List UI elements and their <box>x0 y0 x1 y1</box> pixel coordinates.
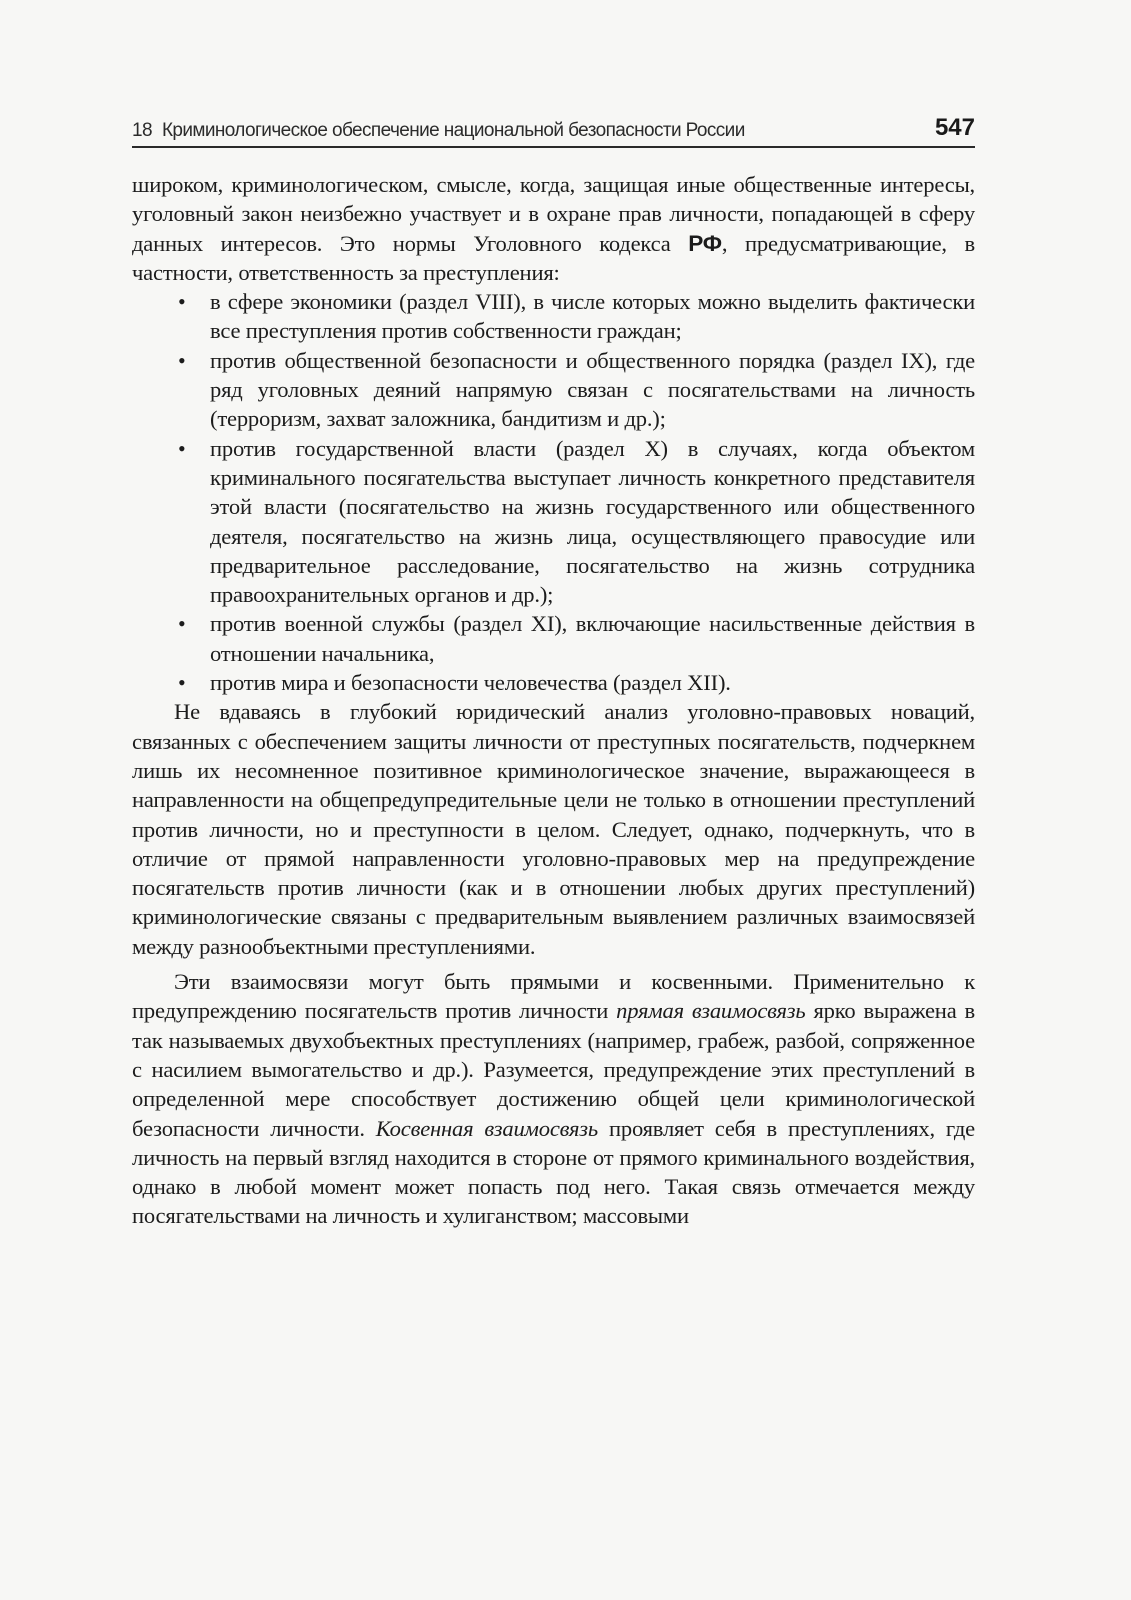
term-indirect-link: Косвенная взаимосвязь <box>375 1115 598 1141</box>
list-item: • в сфере экономики (раздел VIII), в числе которых можно выделить фактически все преступления против собственности граждан; <box>210 287 975 346</box>
paragraph-3-text-end: проявляет себя в преступлениях, где личность на первый взгляд находится в стороне от прямого криминального воздействия, однако в любой момент может попасть под него. Такая связь отмечается между посягательствами на личность и хулиганством; массовыми <box>132 1115 975 1229</box>
paragraph-1 <box>132 170 975 287</box>
running-header-title <box>132 120 745 142</box>
paragraph-3 <box>132 967 975 1231</box>
list-item: • против общественной безопасности и общественного порядка (раздел IX), где ряд уголовных деяний напрямую связан с посягательствами на личность (терроризм, захват заложника, бандитизм и др.); <box>210 346 975 434</box>
chapter-title: Криминологическое обеспечение национальной безопасности России <box>161 120 745 141</box>
paragraph-1-text-end: , предусматривающие, в частности, ответственность за преступления: <box>132 230 975 285</box>
rf-abbreviation: РФ <box>688 230 722 256</box>
paragraph-1-text: широком, криминологическом, смысле, когда, защищая иные общественные интересы, уголовный закон неизбежно участвует и в охране прав личности, попадающей в сферу данных интересов. Это нормы Уголовного кодекса <box>132 172 975 256</box>
bullet-list <box>132 287 975 697</box>
book-page <box>132 108 975 1231</box>
running-header <box>132 108 975 148</box>
paragraph-2: Не вдаваясь в глубокий юридический анализ уголовно-правовых новаций, связанных с обеспечением защиты личности от преступных посягательств, подчеркнем лишь их несомненное позитивное криминологическое значение, выражающееся в направленности на общепредупредительные цели не только в отношении преступлений против личности, но и преступности в целом. Следует, однако, подчеркнуть, что в отличие от прямой направленности уголовно-правовых мер на предупреждение посягательств против личности (как и в отношении любых других преступлений) криминологические связаны с предварительным выявлением различных взаимосвязей между разнообъектными преступлениями. <box>132 699 975 959</box>
chapter-number: 18 <box>132 120 152 141</box>
list-item: • против мира и безопасности человечества (раздел XII). <box>210 668 975 697</box>
list-item: • против военной службы (раздел XI), включающие насильственные действия в отношении начальника, <box>210 609 975 668</box>
paragraph-3-text: Эти взаимосвязи могут быть прямыми и косвенными. Применительно к предупреждению посягательств против личности <box>132 969 975 1024</box>
paragraph-3-text-mid: ярко выражена в так называемых двухобъектных преступлениях (например, грабеж, разбой, сопряженное с насилием вымогательство и др.). Разумеется, предупреждение этих преступлений в определенной мере способствует достижению общей цели криминологической безопасности личности. <box>132 998 975 1141</box>
term-direct-link: прямая взаимосвязь <box>616 998 806 1024</box>
list-item: • против государственной власти (раздел X) в случаях, когда объектом криминального посягательства выступает личность конкретного представителя этой власти (посягательство на жизнь государственного или общественного деятеля, посягательство на жизнь лица, осуществляющего правосудие или предварительное расследование, посягательство на жизнь сотрудника правоохранительных органов и др.); <box>210 434 975 610</box>
body-text <box>132 170 975 1231</box>
page-number: 547 <box>934 114 975 141</box>
